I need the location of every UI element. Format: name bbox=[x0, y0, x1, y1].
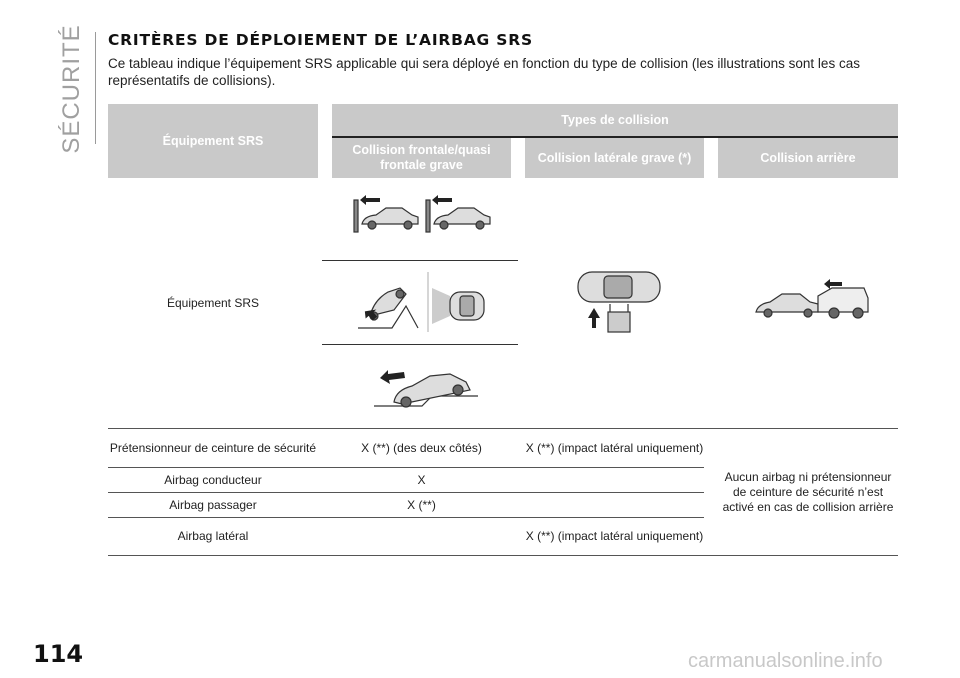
watermark: carmanualsonline.info bbox=[688, 650, 883, 672]
frontal-crash-illustration-1 bbox=[350, 192, 500, 238]
header-gap bbox=[704, 137, 718, 178]
row-pretensioner-lateral: X (**) (impact latéral uniquement) bbox=[525, 440, 704, 455]
illustration-divider bbox=[322, 344, 518, 345]
header-lateral: Collision latérale grave (*) bbox=[537, 150, 692, 165]
row-label-side-airbag: Airbag latéral bbox=[177, 528, 249, 543]
row-driver-airbag-frontal: X bbox=[417, 472, 426, 487]
header-equipment: Équipement SRS bbox=[162, 133, 264, 148]
page-number: 114 bbox=[33, 640, 84, 668]
rear-collision-note: Aucun airbag ni prétensionneur de ceinture de sécurité n’est activé en cas de collision arrière bbox=[722, 469, 894, 514]
header-rear: Collision arrière bbox=[760, 150, 856, 165]
row-label-driver-airbag: Airbag conducteur bbox=[164, 472, 262, 487]
header-gap bbox=[511, 137, 525, 178]
row-divider bbox=[108, 428, 898, 429]
intro-paragraph: Ce tableau indique l’équipement SRS applicable qui sera déployé en fonction du type de collision (les illustrations sont les cas représentatifs de collisions). bbox=[108, 56, 860, 88]
page-title: CRITÈRES DE DÉPLOIEMENT DE L’AIRBAG SRS bbox=[108, 31, 533, 49]
section-label-text: SÉCURITÉ bbox=[58, 24, 85, 154]
header-collision-types: Types de collision bbox=[561, 112, 669, 127]
row-side-airbag-lateral: X (**) (impact latéral uniquement) bbox=[525, 528, 704, 543]
header-frontal: Collision frontale/quasi frontale grave bbox=[352, 143, 491, 172]
section-divider bbox=[95, 32, 96, 144]
row-pretensioner-frontal: X (**) (des deux côtés) bbox=[361, 440, 482, 455]
header-gap bbox=[318, 104, 332, 178]
rear-crash-illustration bbox=[752, 276, 874, 322]
table-bottom-rule bbox=[108, 555, 898, 556]
frontal-crash-illustration-2 bbox=[352, 270, 492, 334]
section-label bbox=[52, 24, 92, 154]
row-passenger-airbag-lateral bbox=[525, 493, 704, 517]
illustration-row-label: Équipement SRS bbox=[166, 295, 260, 310]
frontal-crash-illustration-3 bbox=[372, 360, 482, 412]
row-label-pretensioner: Prétensionneur de ceinture de sécurité bbox=[109, 440, 317, 455]
row-driver-airbag-lateral bbox=[525, 468, 704, 492]
row-side-airbag-frontal bbox=[332, 518, 511, 554]
illustration-divider bbox=[322, 260, 518, 261]
row-label-passenger-airbag: Airbag passager bbox=[169, 497, 257, 512]
row-passenger-airbag-frontal: X (**) bbox=[407, 497, 436, 512]
lateral-crash-illustration bbox=[548, 266, 684, 336]
